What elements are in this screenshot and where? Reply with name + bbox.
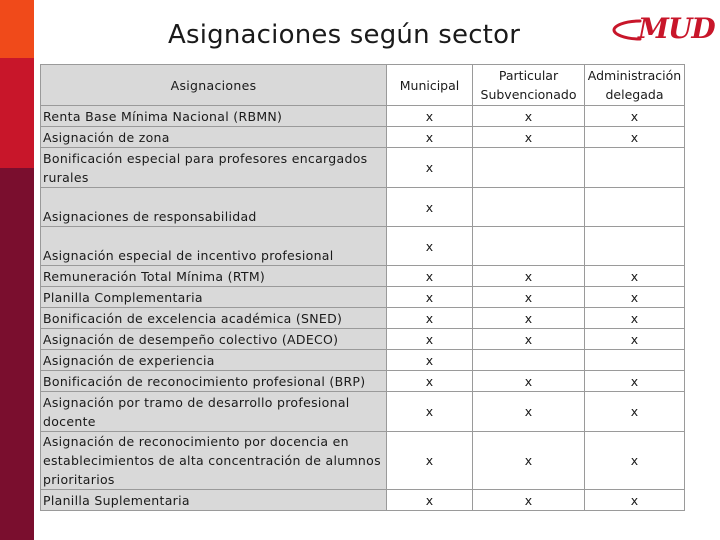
row-label [41,350,387,371]
row-label-line: establecimientos de alta concentración de alumnos [43,453,381,468]
row-label [41,188,387,227]
table-row [41,188,685,227]
mark-municipal: x [387,329,473,350]
mark-particular: x [473,106,585,127]
row-label-line: Planilla Suplementaria [43,492,190,508]
table-body [41,106,685,511]
mark-municipal: x [387,392,473,432]
mark-municipal: x [387,127,473,148]
table-row [41,106,685,127]
mark-municipal: x [387,188,473,227]
mark-administracion [585,188,685,227]
mark-municipal: x [387,227,473,266]
page-title: Asignaciones según sector [168,20,521,50]
mark-particular: x [473,392,585,432]
mark-administracion: x [585,329,685,350]
table-row [41,371,685,392]
row-label-line: Asignación de experiencia [43,352,215,368]
row-label [41,490,387,511]
row-label-line: Bonificación de excelencia académica (SNED) [43,310,343,326]
table-row [41,148,685,188]
row-label-line: Bonificación especial para profesores encargados [43,150,368,166]
mark-municipal: x [387,148,473,188]
row-label-line: Bonificación de reconocimiento profesional (BRP) [43,373,366,389]
mark-administracion [585,227,685,266]
mark-particular: x [473,329,585,350]
table-row [41,227,685,266]
row-label-line: Remuneración Total Mínima (RTM) [43,268,266,284]
table-header-row [41,65,685,106]
row-label-line: rurales [43,169,89,185]
row-label [41,127,387,148]
mark-administracion: x [585,308,685,329]
mark-administracion: x [585,392,685,432]
mark-particular: x [473,266,585,287]
row-label-line: Asignación especial de incentivo profesional [43,248,334,263]
mark-particular [473,148,585,188]
table-row [41,287,685,308]
mark-particular: x [473,127,585,148]
mark-administracion: x [585,287,685,308]
row-label-line: Asignación de desempeño colectivo (ADECO) [43,331,339,347]
header-particular-subvencionado: Particular Subvencionado [473,65,585,106]
row-label [41,106,387,127]
row-label [41,266,387,287]
mark-municipal: x [387,350,473,371]
mark-municipal: x [387,432,473,490]
row-label [41,371,387,392]
mark-particular [473,188,585,227]
mark-administracion: x [585,266,685,287]
mark-municipal: x [387,266,473,287]
decorative-side-bar [0,0,34,540]
mark-particular: x [473,432,585,490]
row-label [41,432,387,490]
mark-particular [473,227,585,266]
table-row [41,308,685,329]
table-row [41,432,685,490]
row-label-line: Asignación de reconocimiento por docencia en [43,434,349,449]
table-row [41,266,685,287]
row-label [41,287,387,308]
row-label-line: Planilla Complementaria [43,289,203,305]
row-label-line: prioritarios [43,472,115,487]
mark-municipal: x [387,371,473,392]
mark-municipal: x [387,106,473,127]
row-label-line: Renta Base Mínima Nacional (RBMN) [43,108,283,124]
row-label [41,227,387,266]
table-row [41,490,685,511]
mark-administracion [585,148,685,188]
table-row [41,350,685,371]
mark-administracion: x [585,432,685,490]
mark-particular: x [473,490,585,511]
mark-municipal: x [387,287,473,308]
header-municipal: Municipal [387,65,473,106]
mark-particular [473,350,585,371]
mark-municipal: x [387,490,473,511]
row-label-line: Asignación por tramo de desarrollo profesional [43,394,350,410]
mark-administracion: x [585,106,685,127]
row-label-line: docente [43,413,96,429]
row-label [41,392,387,432]
mark-administracion [585,350,685,371]
mark-particular: x [473,287,585,308]
row-label [41,148,387,188]
row-label-line: Asignación de zona [43,129,170,145]
mark-particular: x [473,371,585,392]
mud-logo [612,12,715,48]
header-administracion-delegada: Administración delegada [585,65,685,106]
logo-text: MUD [638,12,715,45]
mark-particular: x [473,308,585,329]
mark-administracion: x [585,490,685,511]
row-label-line: Asignaciones de responsabilidad [43,209,257,224]
table-row [41,127,685,148]
table-row [41,329,685,350]
row-label [41,329,387,350]
assignments-table [40,64,685,511]
mark-administracion: x [585,371,685,392]
header-asignaciones: Asignaciones [41,65,387,106]
row-label [41,308,387,329]
table-row [41,392,685,432]
mark-municipal: x [387,308,473,329]
mark-administracion: x [585,127,685,148]
